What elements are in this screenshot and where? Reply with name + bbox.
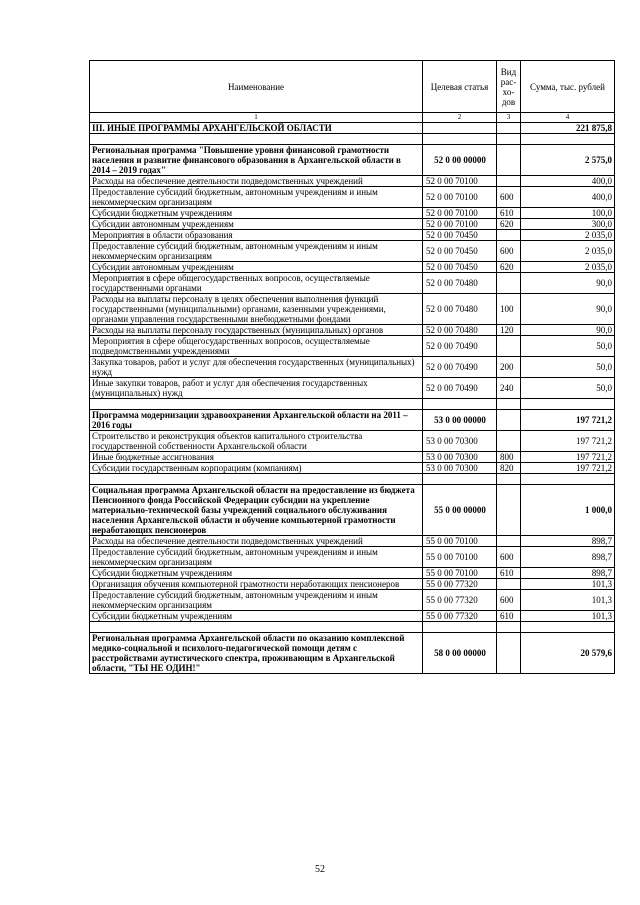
- cell-name: Расходы на обеспечение деятельности подведомственных учреждений: [90, 536, 423, 547]
- program-row: [90, 145, 615, 176]
- cell-name: Социальная программа Архангельской области на предоставление из бюджета Пенсионного фонда Российской Федерации субсидии на укрепление материально-технической базы учреждений социального обслуживания населения Архангельской области и обучение компьютерной грамотности неработающих пенсионеров: [90, 485, 423, 536]
- cell-amount: 2 035,0: [521, 230, 615, 241]
- cell-expense-type: 100: [497, 294, 521, 325]
- cell-expense-type: 610: [497, 208, 521, 219]
- cell-expense-type: 200: [497, 357, 521, 378]
- table-row: [90, 273, 615, 294]
- spacer-cell: [90, 474, 423, 485]
- cell-amount: 2 035,0: [521, 262, 615, 273]
- cell-expense-type: [497, 579, 521, 590]
- cell-expense-type: [497, 431, 521, 452]
- header-name: Наименование: [90, 61, 423, 113]
- page-number: 52: [315, 864, 325, 875]
- table-row: [90, 208, 615, 219]
- cell-target-code: 52 0 00 00000: [423, 145, 497, 176]
- table-row: [90, 431, 615, 452]
- table-row: [90, 579, 615, 590]
- cell-amount: 101,3: [521, 590, 615, 611]
- budget-table-sheet: [89, 60, 614, 674]
- cell-amount: 197 721,2: [521, 452, 615, 463]
- table-row: [90, 357, 615, 378]
- table-spacer-row: [90, 622, 615, 633]
- cell-amount: 50,0: [521, 336, 615, 357]
- cell-amount: 90,0: [521, 273, 615, 294]
- cell-amount: 197 721,2: [521, 410, 615, 431]
- spacer-cell: [497, 134, 521, 145]
- spacer-cell: [90, 134, 423, 145]
- cell-expense-type: 820: [497, 463, 521, 474]
- cell-expense-type: 120: [497, 325, 521, 336]
- column-number-4: 4: [521, 113, 615, 123]
- cell-expense-type: [497, 336, 521, 357]
- spacer-cell: [90, 399, 423, 410]
- table-row: [90, 452, 615, 463]
- cell-name: III. ИНЫЕ ПРОГРАММЫ АРХАНГЕЛЬСКОЙ ОБЛАСТИ: [90, 123, 423, 134]
- spacer-cell: [521, 399, 615, 410]
- cell-expense-type: 610: [497, 568, 521, 579]
- cell-amount: 2 575,0: [521, 145, 615, 176]
- cell-amount: 90,0: [521, 294, 615, 325]
- cell-expense-type: [497, 536, 521, 547]
- cell-amount: 400,0: [521, 176, 615, 187]
- cell-target-code: 52 0 00 70450: [423, 262, 497, 273]
- cell-name: Субсидии бюджетным учреждениям: [90, 611, 423, 622]
- cell-target-code: 55 0 00 70100: [423, 547, 497, 568]
- table-row: [90, 294, 615, 325]
- spacer-cell: [497, 399, 521, 410]
- cell-name: Субсидии бюджетным учреждениям: [90, 208, 423, 219]
- cell-target-code: 53 0 00 70300: [423, 452, 497, 463]
- cell-target-code: 55 0 00 77320: [423, 611, 497, 622]
- cell-name: Расходы на обеспечение деятельности подведомственных учреждений: [90, 176, 423, 187]
- cell-name: Организация обучения компьютерной грамотности неработающих пенсионеров: [90, 579, 423, 590]
- spacer-cell: [423, 474, 497, 485]
- cell-expense-type: [497, 273, 521, 294]
- table-row: [90, 568, 615, 579]
- cell-amount: 50,0: [521, 357, 615, 378]
- header-sum: Сумма, тыс. рублей: [521, 61, 615, 113]
- cell-target-code: 52 0 00 70490: [423, 336, 497, 357]
- cell-name: Мероприятия в области образования: [90, 230, 423, 241]
- cell-amount: 898,7: [521, 547, 615, 568]
- cell-target-code: 52 0 00 70490: [423, 378, 497, 399]
- cell-amount: 221 875,8: [521, 123, 615, 134]
- spacer-cell: [90, 622, 423, 633]
- cell-expense-type: 620: [497, 262, 521, 273]
- cell-target-code: 52 0 00 70100: [423, 176, 497, 187]
- column-number-row: [90, 113, 615, 123]
- table-row: [90, 325, 615, 336]
- cell-target-code: 52 0 00 70100: [423, 208, 497, 219]
- cell-expense-type: [497, 176, 521, 187]
- cell-target-code: 52 0 00 70100: [423, 187, 497, 208]
- column-number-1: 1: [90, 113, 423, 123]
- cell-amount: 400,0: [521, 187, 615, 208]
- cell-amount: 300,0: [521, 219, 615, 230]
- cell-target-code: 52 0 00 70450: [423, 241, 497, 262]
- cell-amount: 90,0: [521, 325, 615, 336]
- cell-target-code: 55 0 00 70100: [423, 536, 497, 547]
- spacer-cell: [497, 622, 521, 633]
- cell-expense-type: [497, 123, 521, 134]
- cell-name: Расходы на выплаты персоналу в целях обеспечения выполнения функций государственными (муниципальными) органами, казенными учреждениями, органами управления государственными внебюджетными фондами: [90, 294, 423, 325]
- cell-expense-type: [497, 485, 521, 536]
- table-row: [90, 611, 615, 622]
- program-row: [90, 485, 615, 536]
- cell-expense-type: 600: [497, 187, 521, 208]
- spacer-cell: [521, 474, 615, 485]
- table-row: [90, 547, 615, 568]
- cell-amount: 101,3: [521, 611, 615, 622]
- table-row: [90, 230, 615, 241]
- cell-name: Предоставление субсидий бюджетным, автономным учреждениям и иным некоммерческим организациям: [90, 547, 423, 568]
- table-row: [90, 336, 615, 357]
- cell-target-code: 52 0 00 70450: [423, 230, 497, 241]
- cell-amount: 1 000,0: [521, 485, 615, 536]
- cell-name: Региональная программа Архангельской области по оказанию комплексной медико-социальной и психолого-педагогической помощи детям с расстройствами аутистического спектра, проживающим в Архангельской области, "ТЫ НЕ ОДИН!": [90, 633, 423, 674]
- table-spacer-row: [90, 474, 615, 485]
- cell-expense-type: 610: [497, 611, 521, 622]
- cell-target-code: 53 0 00 70300: [423, 463, 497, 474]
- cell-expense-type: [497, 410, 521, 431]
- cell-name: Закупка товаров, работ и услуг для обеспечения государственных (муниципальных) нужд: [90, 357, 423, 378]
- cell-name: Региональная программа "Повышение уровня финансовой грамотности населения и развитие финансового образования в Архангельской области в 2014 – 2019 годах": [90, 145, 423, 176]
- cell-target-code: [423, 123, 497, 134]
- cell-amount: 898,7: [521, 536, 615, 547]
- program-row: [90, 410, 615, 431]
- header-vr: Вид рас-хо-дов: [497, 61, 521, 113]
- spacer-cell: [423, 622, 497, 633]
- program-row: [90, 633, 615, 674]
- cell-name: Предоставление субсидий бюджетным, автономным учреждениям и иным некоммерческим организациям: [90, 187, 423, 208]
- table-row: [90, 241, 615, 262]
- cell-amount: 101,3: [521, 579, 615, 590]
- cell-expense-type: 620: [497, 219, 521, 230]
- cell-amount: 197 721,2: [521, 463, 615, 474]
- cell-target-code: 52 0 00 70490: [423, 357, 497, 378]
- cell-name: Программа модернизации здравоохранения Архангельской области на 2011 – 2016 годы: [90, 410, 423, 431]
- cell-name: Расходы на выплаты персоналу государственных (муниципальных) органов: [90, 325, 423, 336]
- table-header-row: [90, 61, 615, 113]
- cell-target-code: 52 0 00 70480: [423, 294, 497, 325]
- cell-name: Иные бюджетные ассигнования: [90, 452, 423, 463]
- table-spacer-row: [90, 134, 615, 145]
- spacer-cell: [497, 474, 521, 485]
- cell-expense-type: 600: [497, 241, 521, 262]
- cell-name: Предоставление субсидий бюджетным, автономным учреждениям и иным некоммерческим организациям: [90, 590, 423, 611]
- cell-name: Иные закупки товаров, работ и услуг для обеспечения государственных (муниципальных) нужд: [90, 378, 423, 399]
- cell-target-code: 55 0 00 77320: [423, 579, 497, 590]
- spacer-cell: [521, 622, 615, 633]
- cell-name: Предоставление субсидий бюджетным, автономным учреждениям и иным некоммерческим организациям: [90, 241, 423, 262]
- cell-expense-type: [497, 230, 521, 241]
- budget-table-body: [90, 61, 615, 674]
- cell-amount: 898,7: [521, 568, 615, 579]
- cell-name: Мероприятия в сфере общегосударственных вопросов, осуществляемые государственными органами: [90, 273, 423, 294]
- cell-expense-type: 240: [497, 378, 521, 399]
- program-row: [90, 123, 615, 134]
- cell-name: Субсидии бюджетным учреждениям: [90, 568, 423, 579]
- column-number-2: 2: [423, 113, 497, 123]
- cell-amount: 50,0: [521, 378, 615, 399]
- table-row: [90, 590, 615, 611]
- cell-amount: 20 579,6: [521, 633, 615, 674]
- cell-name: Субсидии автономным учреждениям: [90, 219, 423, 230]
- cell-expense-type: 600: [497, 590, 521, 611]
- header-code: Целевая статья: [423, 61, 497, 113]
- cell-target-code: 52 0 00 70480: [423, 273, 497, 294]
- spacer-cell: [423, 399, 497, 410]
- cell-target-code: 55 0 00 77320: [423, 590, 497, 611]
- table-row: [90, 378, 615, 399]
- table-row: [90, 463, 615, 474]
- budget-table: [89, 60, 615, 674]
- cell-name: Строительство и реконструкция объектов капитального строительства государственной собственности Архангельской области: [90, 431, 423, 452]
- cell-amount: 2 035,0: [521, 241, 615, 262]
- cell-target-code: 53 0 00 00000: [423, 410, 497, 431]
- table-row: [90, 262, 615, 273]
- cell-target-code: 55 0 00 00000: [423, 485, 497, 536]
- column-number-3: 3: [497, 113, 521, 123]
- cell-expense-type: [497, 633, 521, 674]
- table-row: [90, 187, 615, 208]
- cell-expense-type: [497, 145, 521, 176]
- cell-amount: 197 721,2: [521, 431, 615, 452]
- table-row: [90, 219, 615, 230]
- cell-target-code: 53 0 00 70300: [423, 431, 497, 452]
- cell-target-code: 55 0 00 70100: [423, 568, 497, 579]
- spacer-cell: [423, 134, 497, 145]
- cell-target-code: 52 0 00 70480: [423, 325, 497, 336]
- cell-amount: 100,0: [521, 208, 615, 219]
- cell-target-code: 58 0 00 00000: [423, 633, 497, 674]
- cell-expense-type: 800: [497, 452, 521, 463]
- spacer-cell: [521, 134, 615, 145]
- table-row: [90, 536, 615, 547]
- cell-name: Мероприятия в сфере общегосударственных вопросов, осуществляемые подведомственными учреждениями: [90, 336, 423, 357]
- cell-target-code: 52 0 00 70100: [423, 219, 497, 230]
- table-row: [90, 176, 615, 187]
- cell-name: Субсидии автономным учреждениям: [90, 262, 423, 273]
- cell-name: Субсидии государственным корпорациям (компаниям): [90, 463, 423, 474]
- table-spacer-row: [90, 399, 615, 410]
- cell-expense-type: 600: [497, 547, 521, 568]
